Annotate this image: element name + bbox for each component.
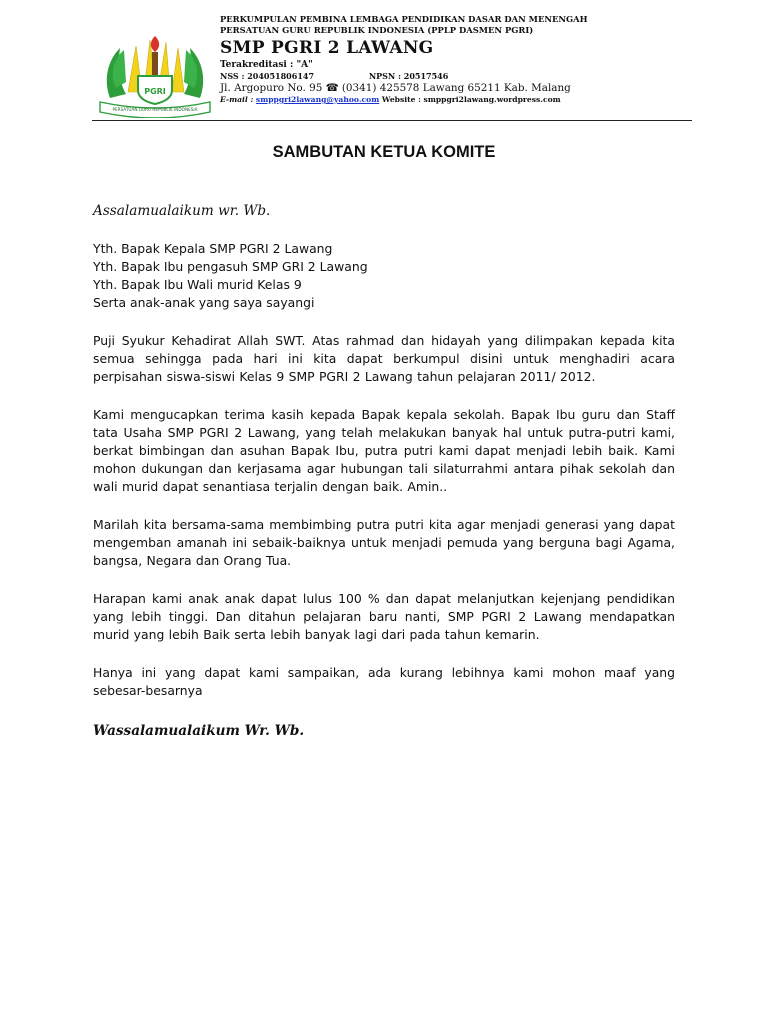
paragraph-guidance: Marilah kita bersama-sama membimbing putra putri kita agar menjadi generasi yang dapat mengemban amanah ini sebaik-baiknya untuk menjadi pemuda yang berguna bagi Agama, bangsa, Negara dan Orang Tua. xyxy=(93,517,675,568)
recipient-line: Serta anak-anak yang saya sayangi xyxy=(93,295,315,310)
contact-line xyxy=(220,95,690,105)
paragraph-gratitude-to-god: Puji Syukur Kehadirat Allah SWT. Atas rahmad dan hidayah yang dilimpakan kepada kita semua sehingga pada hari ini kita dapat berkumpul disini untuk menghadiri acara perpisahan siswa-siswi Kelas 9 SMP PGRI 2 Lawang tahun pelajaran 2011/ 2012. xyxy=(93,333,675,384)
organization-line-1: PERKUMPULAN PEMBINA LEMBAGA PENDIDIKAN DASAR DAN MENENGAH xyxy=(220,14,588,24)
npsn-number: NPSN : 20517546 xyxy=(368,71,449,81)
logo-ribbon-text: PERSATUAN GURU REPUBLIK INDONESIA xyxy=(112,107,198,112)
paragraph-thanks: Kami mengucapkan terima kasih kepada Bapak kepala sekolah. Bapak Ibu guru dan Staff tata Usaha SMP PGRI 2 Lawang, yang telah melakukan banyak hal untuk putra-putri kami, berkat bimbingan dan asuhan Bapak Ibu, putra putri kami dapat menjadi lebih baik. Kami mohon dukungan dan kerjasama agar hubungan tali silaturrahmi antara pihak sekolah dan wali murid dapat senantiasa terjalin dengan baik. Amin.. xyxy=(93,407,675,494)
letterhead xyxy=(96,14,696,120)
accreditation: Terakreditasi : "A" xyxy=(220,60,313,70)
email-label: E-mail : xyxy=(220,95,254,104)
nss-number: NSS : 204051806147 xyxy=(220,71,315,81)
letterhead-divider xyxy=(92,120,692,121)
email-link[interactable]: smppgri2lawang@yahoo.com xyxy=(255,95,380,104)
school-address: Jl. Argopuro No. 95 ☎ (0341) 425578 Lawang 65211 Kab. Malang xyxy=(220,82,571,94)
opening-greeting: Assalamualaikum wr. Wb. xyxy=(93,203,271,219)
closing-greeting: Wassalamualaikum Wr. Wb. xyxy=(93,723,305,739)
organization-line-2: PERSATUAN GURU REPUBLIK INDONESIA (PPLP DASMEN PGRI) xyxy=(220,25,534,35)
pgri-logo xyxy=(96,32,214,118)
recipient-line: Yth. Bapak Kepala SMP PGRI 2 Lawang xyxy=(93,241,333,256)
logo-text: PGRI xyxy=(144,87,166,96)
paragraph-hopes: Harapan kami anak anak dapat lulus 100 % dan dapat melanjutkan kejenjang pendidikan yang lebih tinggi. Dan ditahun pelajaran baru nanti, SMP PGRI 2 Lawang mendapatkan murid yang lebih Baik serta lebih banyak lagi dari pada tahun kemarin. xyxy=(93,591,675,642)
recipient-line: Yth. Bapak Ibu Wali murid Kelas 9 xyxy=(93,277,302,292)
letterhead-text xyxy=(220,14,690,105)
letter-body xyxy=(93,202,675,740)
recipient-list xyxy=(93,240,675,312)
paragraph-apology: Hanya ini yang dapat kami sampaikan, ada kurang lebihnya kami mohon maaf yang sebesar-besarnya xyxy=(93,665,675,698)
website: Website : smppgri2lawang.wordpress.com xyxy=(381,95,561,104)
school-ids xyxy=(220,71,690,82)
recipient-line: Yth. Bapak Ibu pengasuh SMP GRI 2 Lawang xyxy=(93,259,368,274)
document-title: SAMBUTAN KETUA KOMITE xyxy=(272,143,496,161)
school-name: SMP PGRI 2 LAWANG xyxy=(220,38,434,58)
